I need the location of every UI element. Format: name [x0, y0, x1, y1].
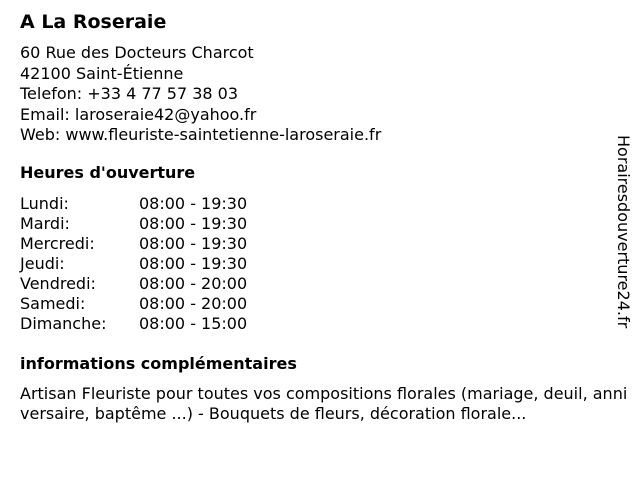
time-range: 08:00 - 20:00 — [139, 294, 248, 313]
time-range: 08:00 - 19:30 — [139, 254, 248, 273]
additional-info-text: Artisan Fleuriste pour toutes vos compositions florales (mariage, deuil, anniversaire, baptême ...) - Bouquets de fleurs, décoration florale... — [20, 384, 628, 423]
contact-block — [20, 43, 381, 146]
day-label: Mardi: — [20, 214, 70, 233]
additional-info-heading: informations complémentaires — [20, 354, 297, 373]
time-range: 08:00 - 19:30 — [139, 234, 248, 253]
website-line: Web: www.fleuriste-saintetienne-laroseraie.fr — [20, 125, 382, 144]
city-postcode: 42100 Saint-Étienne — [20, 63, 184, 83]
opening-hours-table — [20, 194, 280, 334]
street-address: 60 Rue des Docteurs Charcot — [20, 43, 254, 62]
time-range: 08:00 - 19:30 — [139, 214, 248, 233]
day-label: Vendredi: — [20, 274, 96, 293]
hours-row-thursday — [20, 254, 280, 274]
day-label: Dimanche: — [20, 314, 107, 333]
day-label: Jeudi: — [20, 254, 65, 273]
email-line: Email: laroseraie42@yahoo.fr — [20, 104, 257, 124]
hours-row-friday — [20, 274, 280, 294]
hours-row-monday — [20, 194, 280, 214]
hours-row-tuesday — [20, 214, 280, 234]
site-watermark: Horairesdouverture24.fr — [614, 135, 633, 329]
day-label: Mercredi: — [20, 234, 95, 253]
hours-row-wednesday — [20, 234, 280, 254]
time-range: 08:00 - 19:30 — [139, 194, 248, 213]
hours-row-saturday — [20, 294, 280, 314]
hours-row-sunday — [20, 314, 280, 334]
phone-line: Telefon: +33 4 77 57 38 03 — [20, 84, 239, 103]
time-range: 08:00 - 20:00 — [139, 274, 248, 293]
time-range: 08:00 - 15:00 — [139, 314, 248, 333]
day-label: Samedi: — [20, 294, 86, 313]
business-name: A La Roseraie — [20, 11, 167, 33]
day-label: Lundi: — [20, 194, 69, 213]
opening-hours-heading: Heures d'ouverture — [20, 163, 196, 182]
